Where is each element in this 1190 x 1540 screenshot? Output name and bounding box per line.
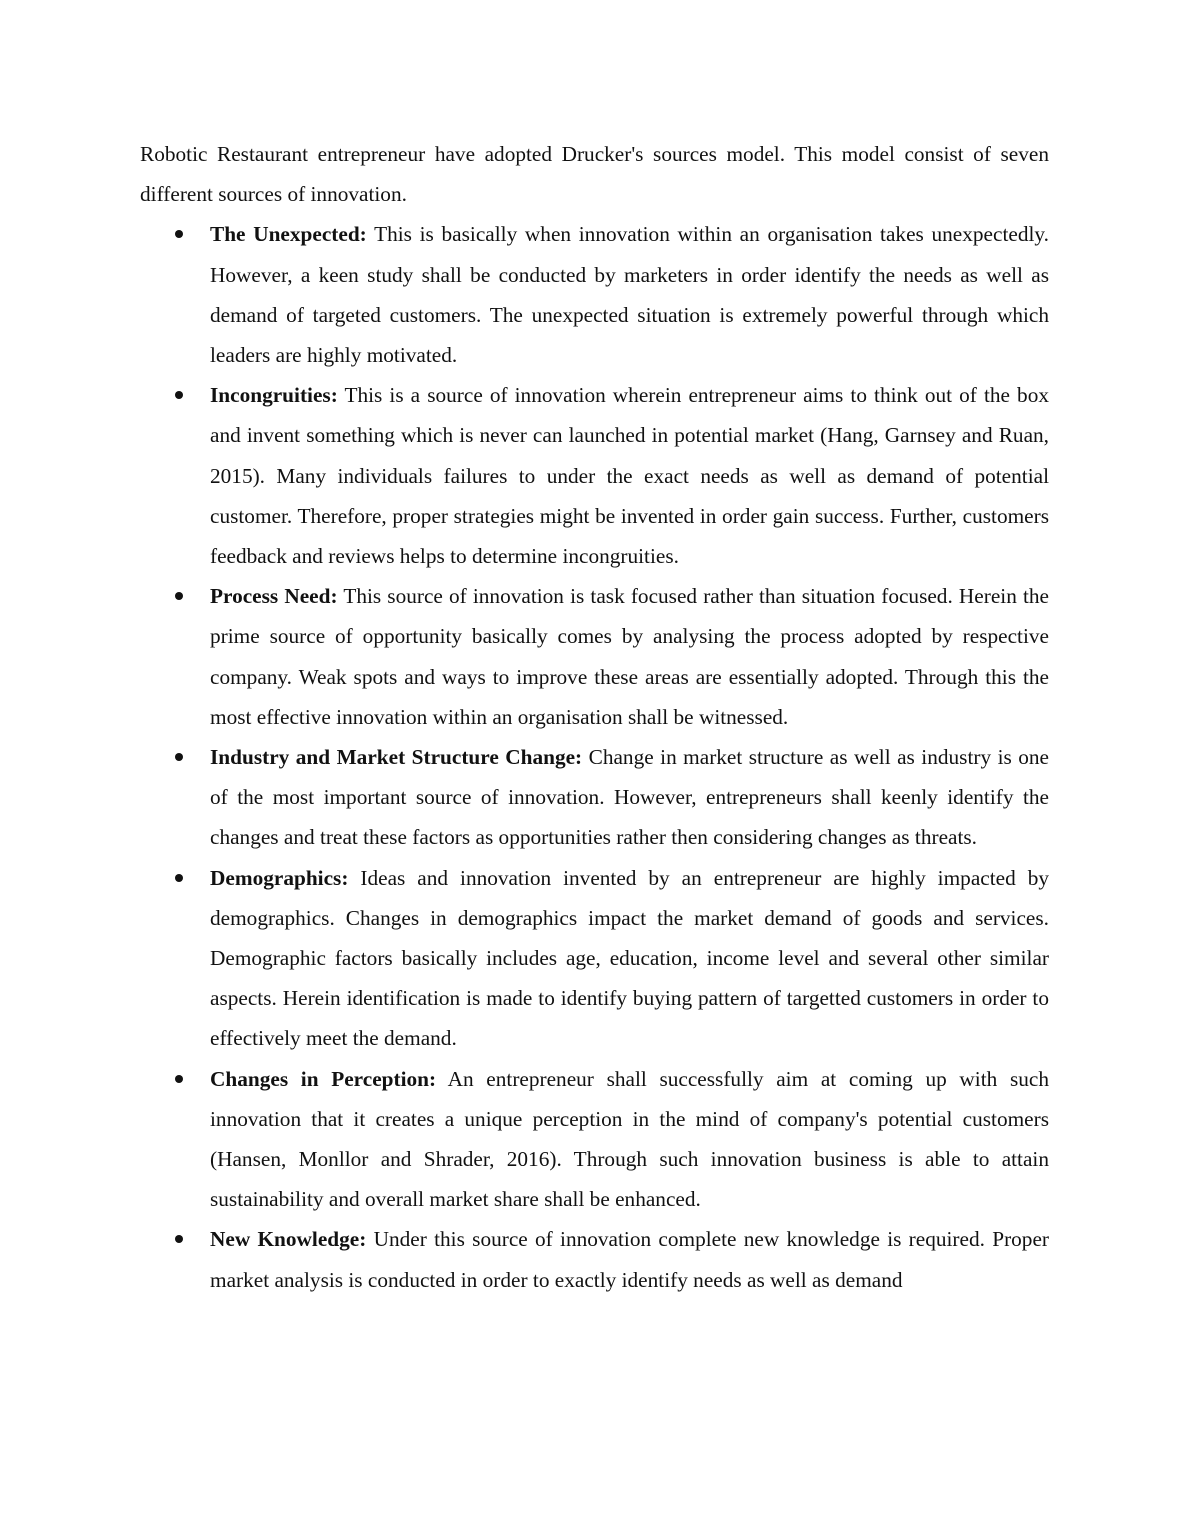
- list-item: [140, 576, 1049, 737]
- source-description: This source of innovation is task focused rather than situation focused. Herein the prime source of opportunity basically comes by analysing the process adopted by respective company. Weak spots and ways to improve these areas are essentially adopted. Through this the most effective innovation within an organisation shall be witnessed.: [210, 584, 1049, 729]
- bullet-icon: [175, 391, 183, 399]
- list-item: [140, 1059, 1049, 1220]
- list-item: [140, 737, 1049, 858]
- source-description: Under this source of innovation complete new knowledge is required. Proper market analysis is conducted in order to exactly identify needs as well as demand: [210, 1227, 1050, 1292]
- source-description: An entrepreneur shall successfully aim at coming up with such innovation that it creates a unique perception in the mind of company's potential customers (Hansen, Monllor and Shrader, 2016). Through such innovation business is able to attain sustainability and overall market share shall be enhanced.: [210, 1066, 1049, 1212]
- bullet-icon: [175, 1075, 183, 1083]
- document-page: [140, 134, 1049, 1300]
- intro-paragraph: Robotic Restaurant entrepreneur have adopted Drucker's sources model. This model consist of seven different sources of innovation.: [140, 142, 1049, 207]
- innovation-sources-list: [140, 214, 1049, 1299]
- source-description: Ideas and innovation invented by an entrepreneur are highly impacted by demographics. Changes in demographics impact the market demand of goods and services. Demographic factors basically includes age, education, income level and several other similar aspects. Herein identification is made to identify buying pattern of targetted customers in order to effectively meet the demand.: [210, 865, 1050, 1051]
- source-term: New Knowledge:: [210, 1227, 367, 1252]
- list-item: [140, 375, 1049, 576]
- list-item: [140, 858, 1049, 1059]
- list-item: [140, 214, 1049, 375]
- source-description: This is basically when innovation within an organisation takes unexpectedly. However, a keen study shall be conducted by marketers in order identify the needs as well as demand of targeted customers. The unexpected situation is extremely powerful through which leaders are highly motivated.: [210, 222, 1049, 368]
- source-term: Demographics:: [210, 865, 349, 890]
- bullet-icon: [175, 230, 183, 238]
- bullet-icon: [175, 1235, 183, 1243]
- source-term: Incongruities:: [210, 383, 338, 408]
- bullet-icon: [175, 592, 183, 600]
- source-term: Changes in Perception:: [210, 1066, 437, 1091]
- source-description: Change in market structure as well as industry is one of the most important source of innovation. However, entrepreneurs shall keenly identify the changes and treat these factors as opportunities rather then considering changes as threats.: [210, 745, 1049, 850]
- bullet-icon: [175, 874, 183, 882]
- list-item: [140, 1219, 1049, 1299]
- bullet-icon: [175, 753, 183, 761]
- source-term: Industry and Market Structure Change:: [210, 745, 583, 770]
- source-description: This is a source of innovation wherein entrepreneur aims to think out of the box and invent something which is never can launched in potential market (Hang, Garnsey and Ruan, 2015). Many individuals failures to under the exact needs as well as demand of potential customer. Therefore, proper strategies might be invented in order gain success. Further, customers feedback and reviews helps to determine incongruities.: [210, 383, 1049, 569]
- source-term: The Unexpected:: [210, 222, 367, 247]
- source-term: Process Need:: [210, 584, 338, 609]
